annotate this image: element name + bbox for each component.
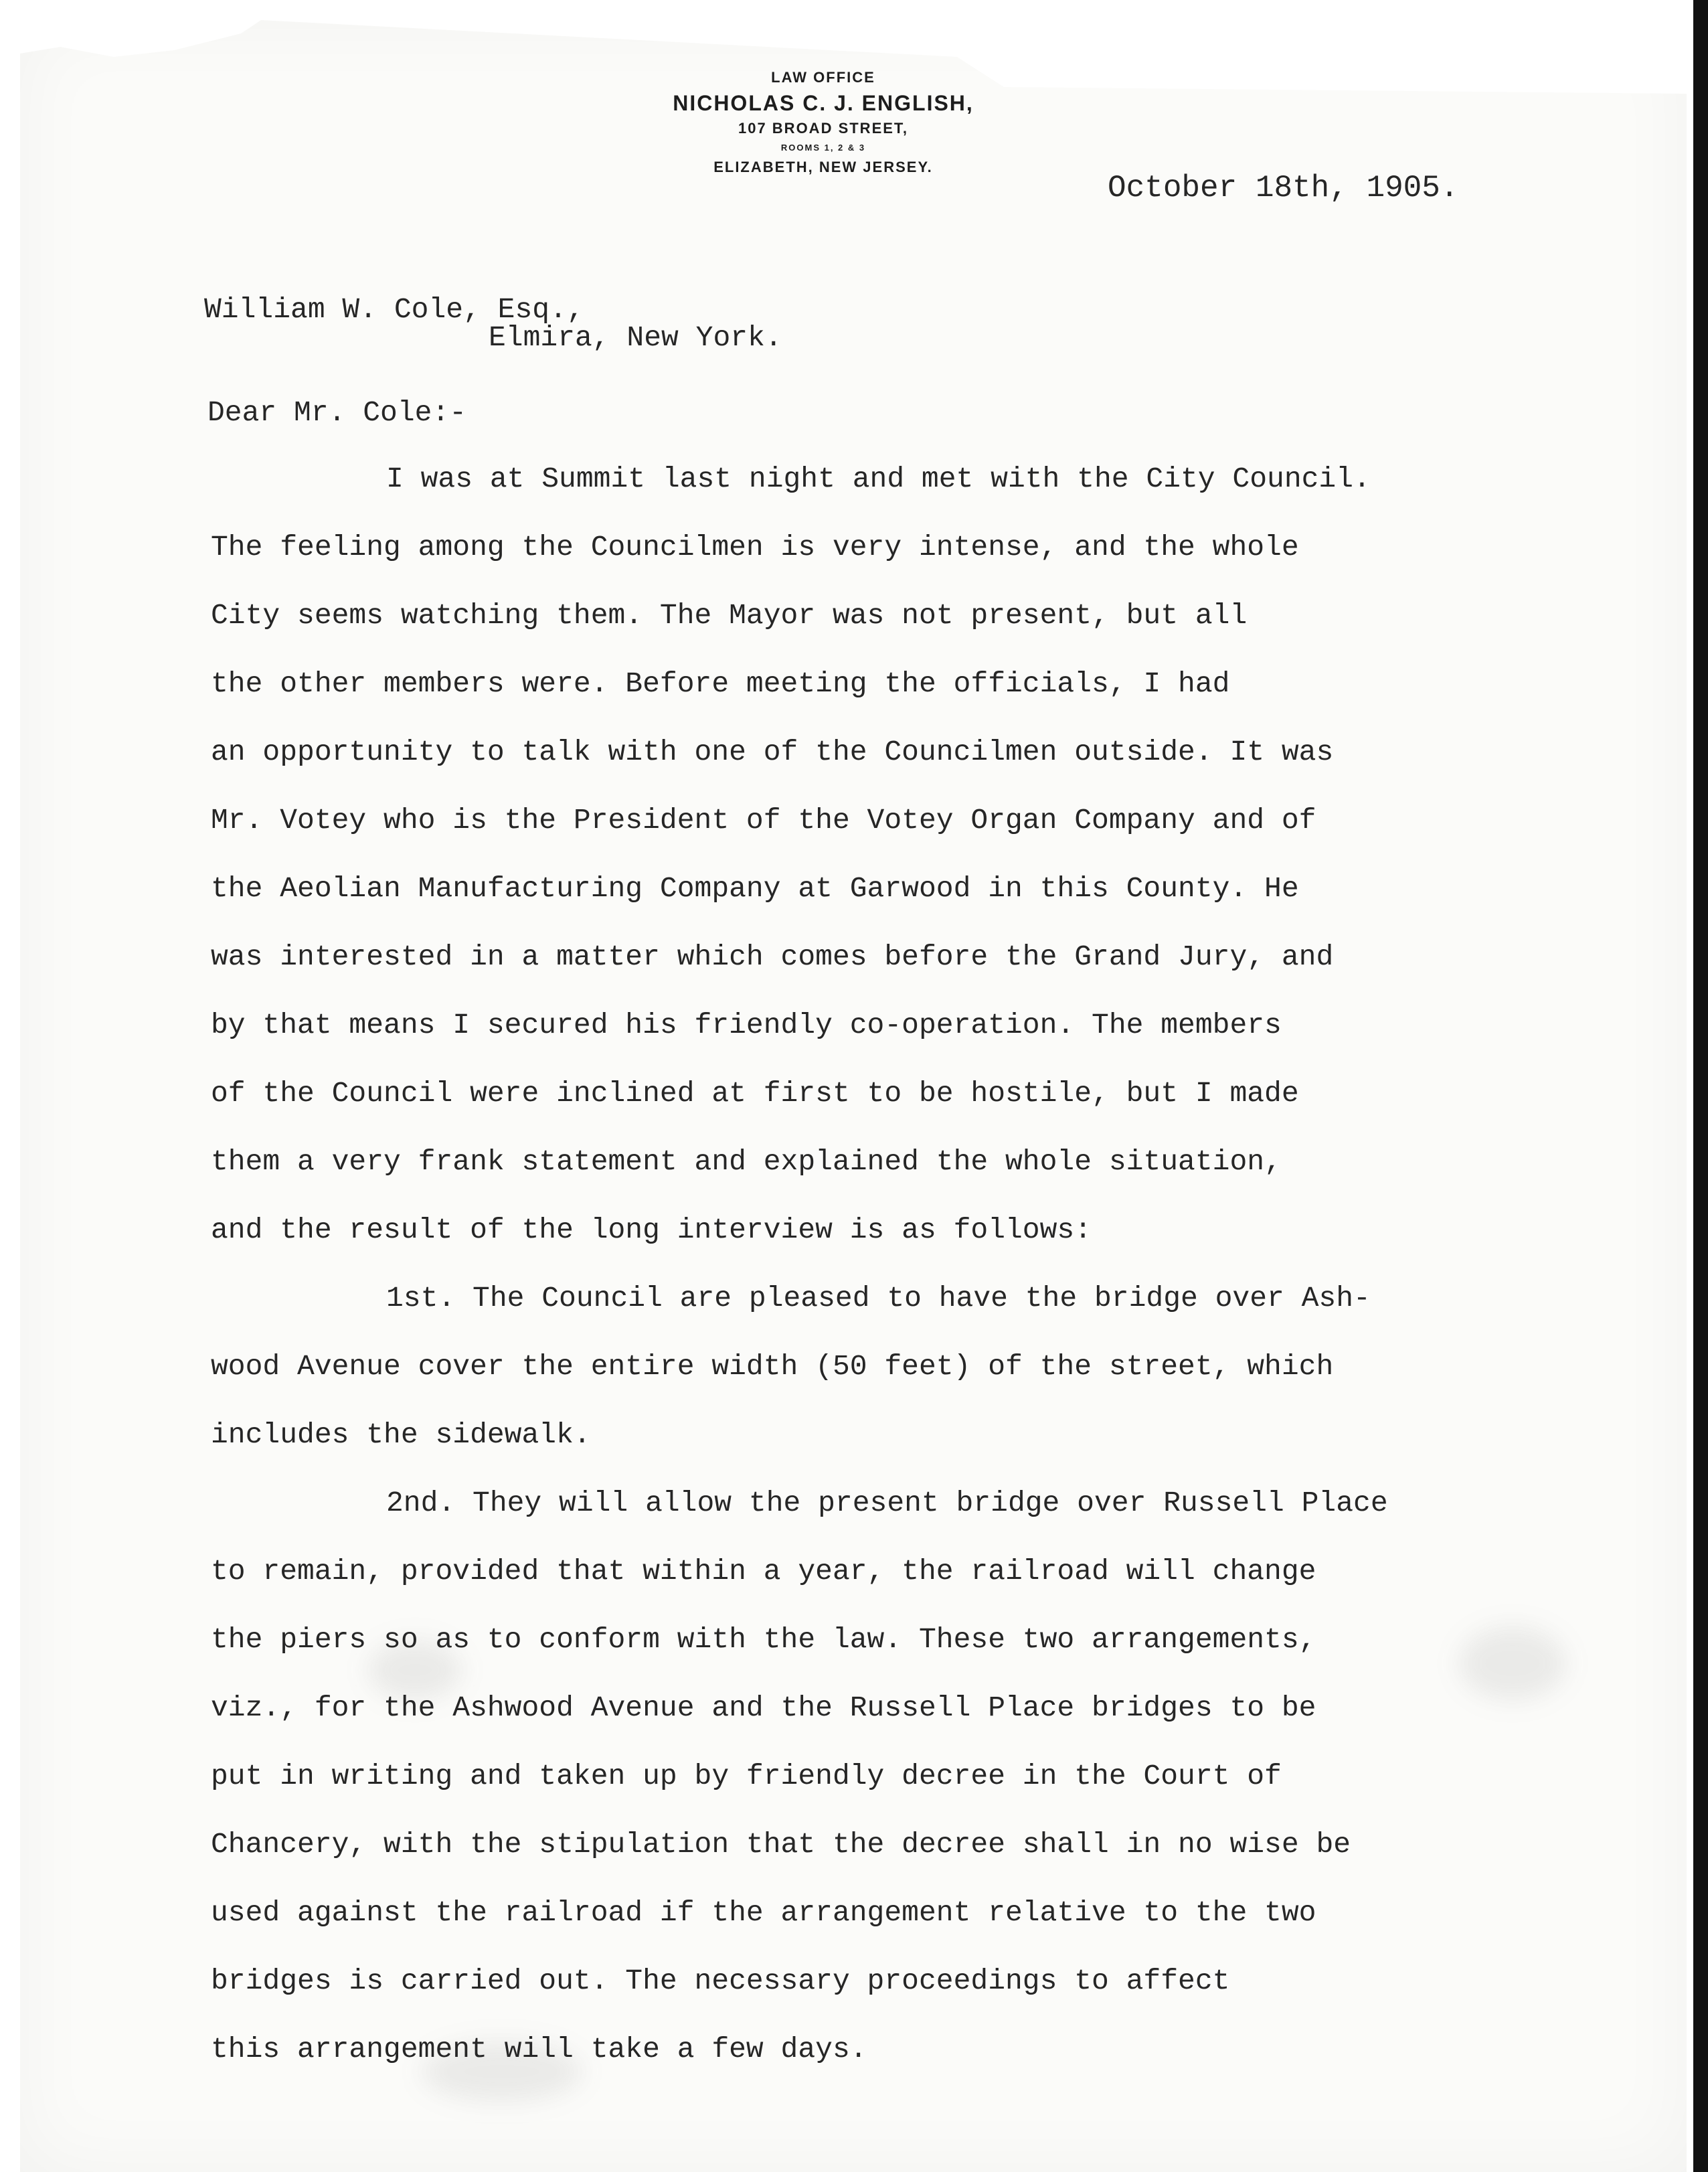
scan-border (1693, 0, 1708, 2172)
body-line: put in writing and taken up by friendly decree in the Court of (211, 1760, 1282, 1792)
letterhead-name: NICHOLAS C. J. ENGLISH, (673, 91, 974, 115)
body-line: the piers so as to conform with the law. These two arrangements, (211, 1623, 1316, 1656)
recipient-name: William W. Cole, Esq., (204, 293, 584, 326)
body-line: of the Council were inclined at first to be hostile, but I made (211, 1077, 1299, 1110)
recipient-city: Elmira, New York. (489, 321, 782, 354)
body-line: used against the railroad if the arrangement relative to the two (211, 1896, 1316, 1929)
letterhead-street: 107 BROAD STREET, (738, 120, 909, 137)
body-line: them a very frank statement and explained the whole situation, (211, 1145, 1282, 1178)
salutation: Dear Mr. Cole:- (207, 396, 467, 429)
body-line: 2nd. They will allow the present bridge over Russell Place (386, 1487, 1388, 1519)
letterhead-city: ELIZABETH, NEW JERSEY. (713, 159, 933, 175)
body-line: The feeling among the Councilmen is very intense, and the whole (211, 531, 1299, 564)
letterhead (656, 67, 991, 178)
letterhead-rooms: ROOMS 1, 2 & 3 (780, 143, 866, 153)
letterhead-office-label: LAW OFFICE (771, 69, 875, 86)
body-line: the Aeolian Manufacturing Company at Garwood in this County. He (211, 872, 1299, 905)
body-line: this arrangement will take a few days. (211, 2033, 867, 2066)
body-line: I was at Summit last night and met with the City Council. (386, 463, 1371, 495)
body-line: was interested in a matter which comes before the Grand Jury, and (211, 940, 1334, 973)
body-line: Mr. Votey who is the President of the Votey Organ Company and of (211, 804, 1316, 837)
body-line: includes the sidewalk. (211, 1418, 591, 1451)
body-line: an opportunity to talk with one of the Councilmen outside. It was (211, 736, 1334, 768)
body-line: by that means I secured his friendly co-operation. The members (211, 1009, 1282, 1041)
body-line: bridges is carried out. The necessary proceedings to affect (211, 1965, 1230, 1997)
body-line: and the result of the long interview is as follows: (211, 1214, 1092, 1246)
letter-date: October 18th, 1905. (1108, 171, 1459, 205)
body-line: the other members were. Before meeting the officials, I had (211, 667, 1230, 700)
body-line: viz., for the Ashwood Avenue and the Russell Place bridges to be (211, 1691, 1316, 1724)
body-line: to remain, provided that within a year, the railroad will change (211, 1555, 1316, 1588)
body-line: wood Avenue cover the entire width (50 feet) of the street, which (211, 1350, 1334, 1383)
body-line: 1st. The Council are pleased to have the bridge over Ash- (386, 1282, 1371, 1315)
body-line: City seems watching them. The Mayor was not present, but all (211, 599, 1248, 632)
body-line: Chancery, with the stipulation that the decree shall in no wise be (211, 1828, 1351, 1861)
letter-body (211, 445, 1583, 2084)
